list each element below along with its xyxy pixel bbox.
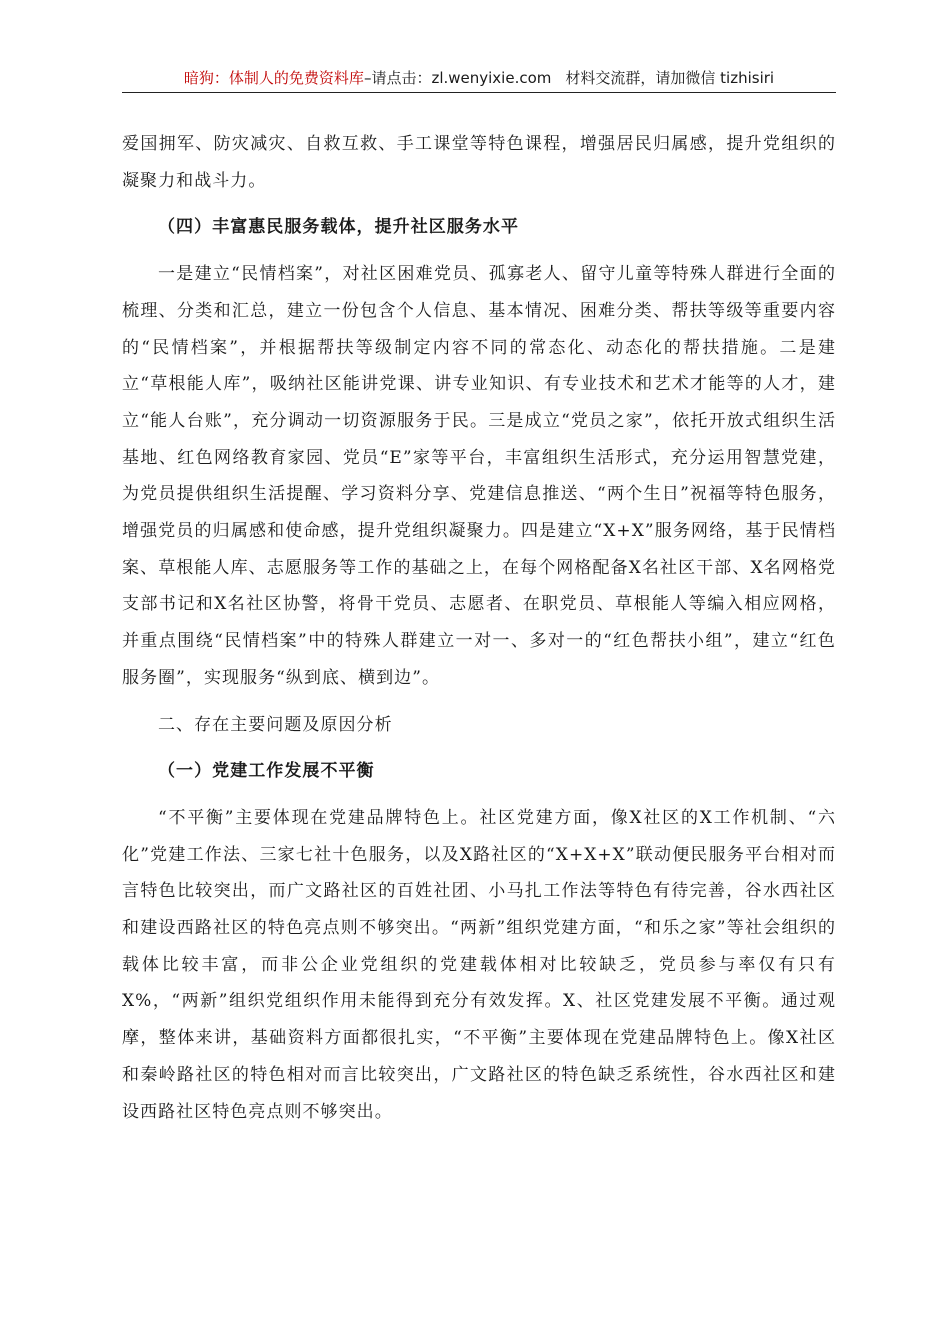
paragraph-imbalance: “不平衡”主要体现在党建品牌特色上。社区党建方面，像X社区的X工作机制、“六化”党建工作法、三家七社十色服务，以及X路社区的“X+X+X”联动便民服务平台相对而言特色比较突出，而广文路社区的百姓社团、小马扎工作法等特色有待完善，谷水西社区和建设西路社区的特色亮点则不够突出。“两新”组织党建方面，“和乐之家”等社会组织的载体比较丰富，而非公企业党组织的党建载体相对比较缺乏，党员参与率仅有只有X%，“两新”组织党组织作用未能得到充分有效发挥。X、社区党建发展不平衡。通过观摩，整体来讲，基础资料方面都很扎实，“不平衡”主要体现在党建品牌特色上。像X社区和秦岭路社区的特色相对而言比较突出，广文路社区的特色缺乏系统性，谷水西社区和建设西路社区特色亮点则不够突出。 [122,807,836,1122]
header-brand: 暗狗：体制人的免费资料库 [183,69,364,87]
paragraph-services: 一是建立“民情档案”，对社区困难党员、孤寡老人、留守儿童等特殊人群进行全面的梳理、分类和汇总，建立一份包含个人信息、基本情况、困难分类、帮扶等级等重要内容的“民情档案”，并根据帮扶等级制定内容不同的常态化、动态化的帮扶措施。二是建立“草根能人库”，吸纳社区能讲党课、讲专业知识、有专业技术和艺术才能等的人才，建立“能人台账”，充分调动一切资源服务于民。三是成立“党员之家”，依托开放式组织生活基地、红色网络教育家园、党员“E”家等平台，丰富组织生活形式，充分运用智慧党建，为党员提供组织生活提醒、学习资料分享、党建信息推送、“两个生日”祝福等特色服务，增强党员的归属感和使命感，提升党组织凝聚力。四是建立“X+X”服务网络，基于民情档案、草根能人库、志愿服务等工作的基础之上，在每个网格配备X名社区干部、X名网格党支部书记和X名社区协警，将骨干党员、志愿者、在职党员、草根能人等编入相应网格，并重点围绕“民情档案”中的特殊人群建立一对一、多对一的“红色帮扶小组”，建立“红色服务圈”，实现服务“纵到底、横到边”。 [122,264,836,688]
paragraph-continuation: 爱国拥军、防灾减灾、自救互救、手工课堂等特色课程，增强居民归属感，提升党组织的凝聚力和战斗力。 [122,134,836,191]
document-body [122,126,836,1130]
section-heading-2: 二、存在主要问题及原因分析 [158,714,393,735]
section-heading-4: （四）丰富惠民服务载体，提升社区服务水平 [158,217,519,238]
header-contact: 材料交流群，请加微信 tizhisiri [565,69,775,87]
header-prompt: –请点击： [363,69,432,87]
header-link[interactable]: zl.wenyixie.com [431,69,552,87]
subsection-heading-1: （一）党建工作发展不平衡 [158,761,375,782]
page-header [122,66,836,93]
